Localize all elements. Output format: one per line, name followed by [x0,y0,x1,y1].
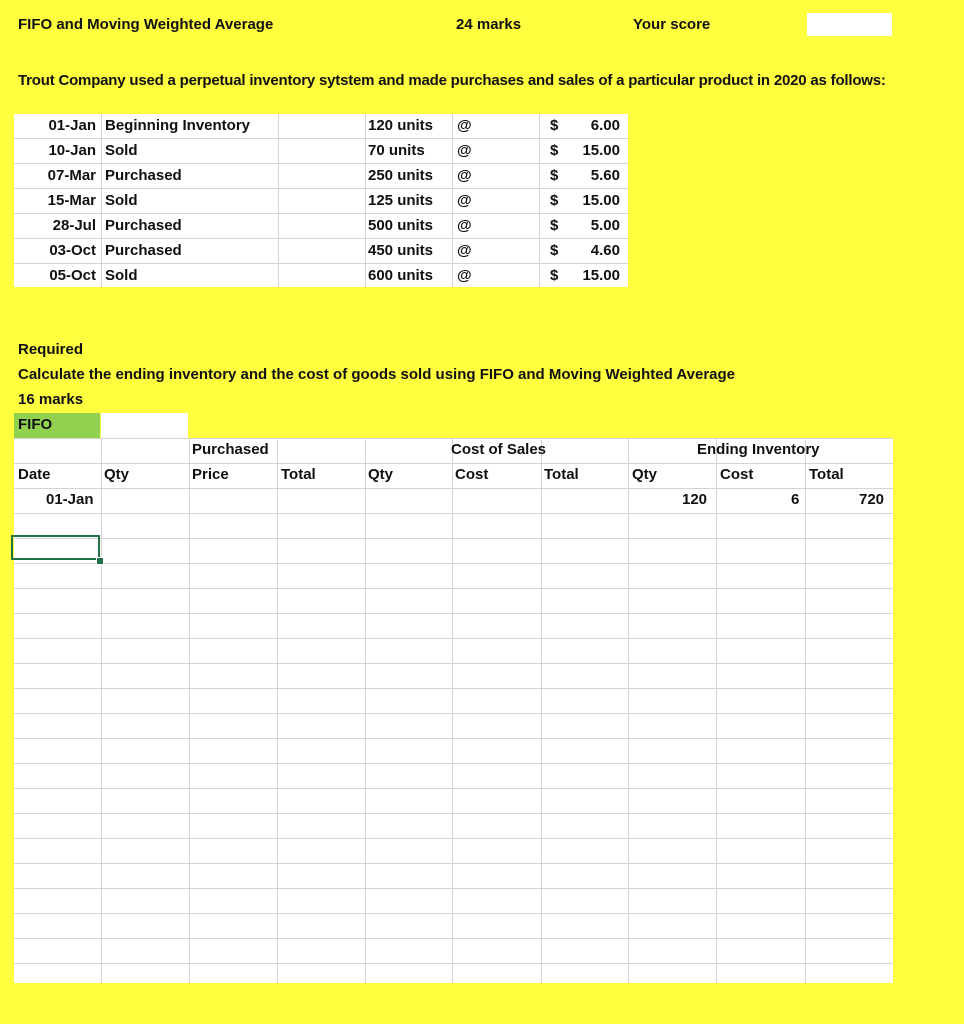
transaction-price[interactable]: 15.00 [582,192,620,209]
transaction-row [14,214,628,239]
header-ending-inventory: Ending Inventory [697,441,820,458]
fifo-label: FIFO [18,416,53,433]
row1-date[interactable]: 01-Jan [46,491,94,508]
transaction-description[interactable]: Beginning Inventory [105,117,251,134]
currency-symbol[interactable]: $ [550,192,559,209]
at-symbol[interactable]: @ [457,192,472,209]
col-date: Date [18,466,51,483]
transaction-units[interactable]: 450 units [368,242,434,259]
at-symbol[interactable]: @ [457,142,472,159]
transaction-date[interactable]: 07-Mar [47,167,96,184]
total-marks: 24 marks [456,16,522,33]
currency-symbol[interactable]: $ [550,242,559,259]
currency-symbol[interactable]: $ [550,142,559,159]
transaction-description[interactable]: Purchased [105,242,182,259]
intro-text: Trout Company used a perpetual inventory sytstem and made purchases and sales of a particular product in 2020 as follows: [18,72,886,89]
score-label: Your score [633,16,711,33]
transaction-date[interactable]: 01-Jan [48,117,96,134]
sheet-title: FIFO and Moving Weighted Average [18,16,274,33]
at-symbol[interactable]: @ [457,217,472,234]
col-ei-total: Total [809,466,844,483]
transaction-price[interactable]: 6.00 [590,117,620,134]
transaction-date[interactable]: 05-Oct [49,267,96,284]
score-input-cell[interactable] [807,13,892,36]
selected-cell[interactable] [11,535,100,560]
at-symbol[interactable]: @ [457,117,472,134]
transaction-row [14,189,628,214]
at-symbol[interactable]: @ [457,242,472,259]
transaction-date[interactable]: 03-Oct [49,242,96,259]
required-marks: 16 marks [18,391,84,408]
transaction-row [14,164,628,189]
transaction-date[interactable]: 15-Mar [47,192,96,209]
transaction-units[interactable]: 120 units [368,117,434,134]
currency-symbol[interactable]: $ [550,267,559,284]
currency-symbol[interactable]: $ [550,117,559,134]
at-symbol[interactable]: @ [457,267,472,284]
at-symbol[interactable]: @ [457,167,472,184]
transaction-price[interactable]: 4.60 [590,242,620,259]
transaction-description[interactable]: Purchased [105,167,182,184]
col-qty: Qty [104,466,130,483]
col-total: Total [281,466,316,483]
row1-ei-total[interactable]: 720 [859,491,885,508]
header-cost-of-sales: Cost of Sales [451,441,547,458]
transaction-price[interactable]: 5.60 [590,167,620,184]
required-text: Calculate the ending inventory and the cost of goods sold using FIFO and Moving Weighted Average [18,366,736,383]
col-ei-cost: Cost [720,466,754,483]
transactions-table [14,114,628,287]
transaction-units[interactable]: 600 units [368,267,434,284]
fifo-adjacent-cell[interactable] [101,413,188,438]
transaction-price[interactable]: 5.00 [590,217,620,234]
col-cos-qty: Qty [368,466,394,483]
transaction-units[interactable]: 125 units [368,192,434,209]
transaction-description[interactable]: Sold [105,267,138,284]
transaction-description[interactable]: Purchased [105,217,182,234]
transaction-row [14,139,628,164]
col-cos-total: Total [544,466,579,483]
transaction-date[interactable]: 10-Jan [48,142,96,159]
header-purchased: Purchased [192,441,269,458]
transaction-date[interactable]: 28-Jul [52,217,96,234]
required-heading: Required [18,341,84,358]
fifo-worksheet [14,413,893,983]
col-price: Price [192,466,229,483]
col-ei-qty: Qty [632,466,658,483]
transaction-description[interactable]: Sold [105,142,138,159]
transaction-row [14,264,628,289]
currency-symbol[interactable]: $ [550,217,559,234]
fill-handle[interactable] [96,557,104,565]
transaction-price[interactable]: 15.00 [582,267,620,284]
transaction-row [14,239,628,264]
col-cos-cost: Cost [455,466,489,483]
transaction-units[interactable]: 70 units [368,142,425,159]
transaction-description[interactable]: Sold [105,192,138,209]
transaction-units[interactable]: 500 units [368,217,434,234]
currency-symbol[interactable]: $ [550,167,559,184]
row1-ei-cost[interactable]: 6 [791,491,800,508]
transaction-row [14,114,628,139]
row1-ei-qty[interactable]: 120 [682,491,708,508]
transaction-units[interactable]: 250 units [368,167,434,184]
transaction-price[interactable]: 15.00 [582,142,620,159]
